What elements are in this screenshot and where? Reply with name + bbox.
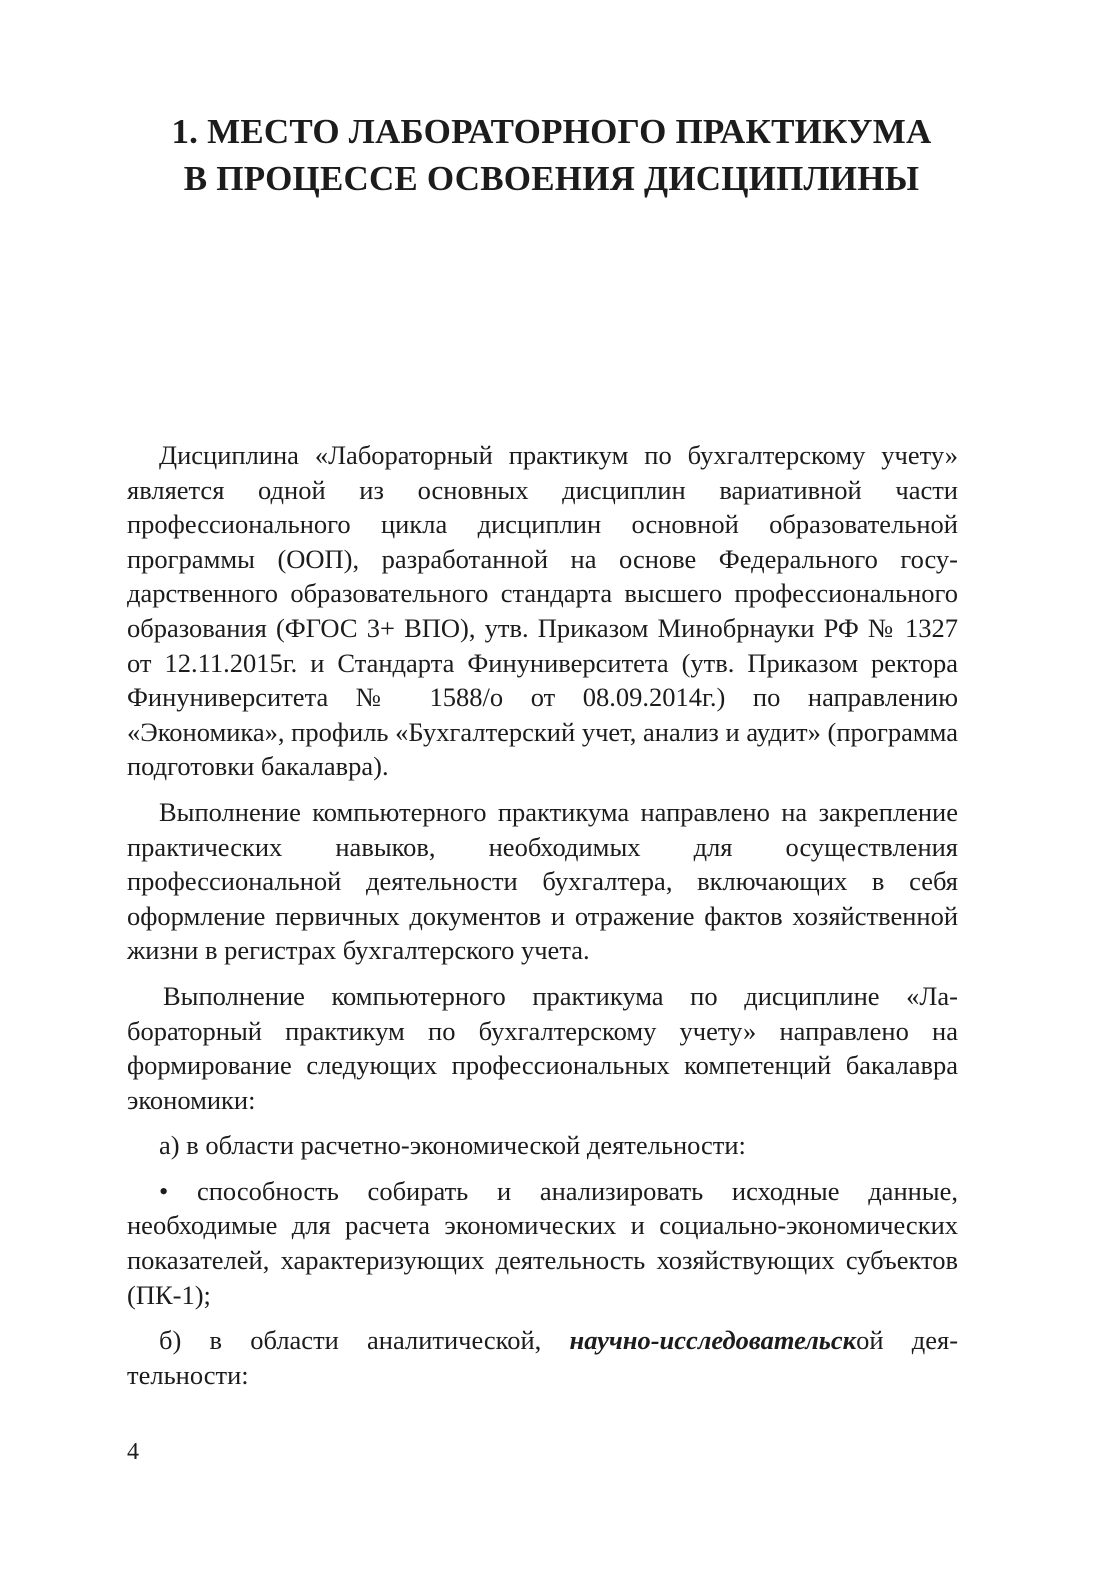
paragraph-competencies-intro: Выполнение компьютерного практикума по дисциплине «Лабораторный практикум по бухгалтерскому учету» направлено на формирование следующих профессиональных компетенций бакалавра экономики: xyxy=(127,980,958,1115)
paragraph-area-b xyxy=(127,1323,958,1392)
paragraph-discipline-description: Дисциплина «Лабораторный практикум по бухгалтерскому учету» является одной из основных дисциплин вариативной части профессионального цикла дисциплин основной образовательной программы (ООП), разработанной на основе Федерального государственного образовательного стандарта высшего профессионального образования (ФГОС 3+ ВПО), утв. Приказом Минобрнауки РФ № 1327 от 12.11.2015г. и Стандарта Финуниверситета (утв. Приказом ректора Финуниверситета № 1588/о от 08.09.2014г.) по направлению «Экономика», профиль «Бухгалтерский учет, анализ и аудит» (программа подготовки бакалавра). xyxy=(127,440,958,782)
body-text xyxy=(127,438,958,1403)
area-b-emphasis: научно-исследовательск xyxy=(569,1325,857,1356)
area-b-start: б) в области аналитической, xyxy=(159,1325,570,1356)
area-b-end: ой деятельности: xyxy=(127,1325,959,1390)
section-heading xyxy=(0,108,1103,202)
heading-line-1: 1. МЕСТО ЛАБОРАТОРНОГО ПРАКТИКУМА xyxy=(171,112,932,151)
heading-line-2: В ПРОЦЕССЕ ОСВОЕНИЯ ДИСЦИПЛИНЫ xyxy=(183,159,920,198)
paragraph-competency-pk1: • способность собирать и анализировать исходные данные, необходимые для расчета экономических и социально-экономических показателей, характеризующих деятельность хозяйствующих субъектов (ПК-1); xyxy=(127,1175,958,1310)
page-number: 4 xyxy=(127,1439,139,1465)
paragraph-practicum-goal: Выполнение компьютерного практикума направлено на закрепление практических навыков, необходимых для осуществления профессиональной деятельности бухгалтера, включающих в себя оформление первичных документов и отражение фактов хозяйственной жизни в регистрах бухгалтерского учета. xyxy=(127,796,958,966)
paragraph-area-a: а) в области расчетно-экономической деятельности: xyxy=(159,1130,746,1161)
